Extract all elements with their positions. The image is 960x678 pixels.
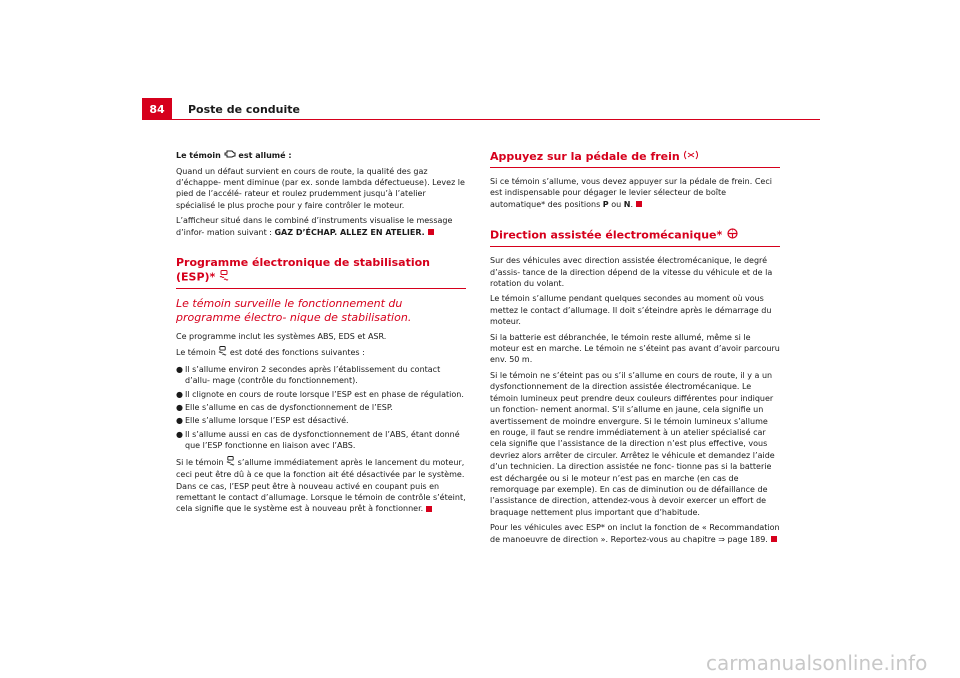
steering-title-text: Direction assistée électromécanique* <box>490 228 723 242</box>
esp-lead: Le témoin surveille le fonctionnement du programme électro- nique de stabilisation. <box>176 297 412 325</box>
engine-warning-icon <box>224 150 236 161</box>
display-message-code: GAZ D’ÉCHAP. ALLEZ EN ATELIER. <box>274 227 425 237</box>
brake-title-rule <box>490 167 780 168</box>
steering-paragraph-5 <box>490 522 780 545</box>
brake-paragraph <box>490 176 780 210</box>
brake-paragraph-text: Si ce témoin s’allume, vous devez appuyer sur la pédale de frein. Ceci est indispensable pour dégager le levier sélecteur de boîte automatique* des positions <box>490 177 772 209</box>
steering-paragraph-2: Le témoin s’allume pendant quelques secondes au moment où vous mettez le contact d’allumage. Il doit s’éteindre après le démarrage du moteur. <box>490 294 772 327</box>
esp-skid-icon <box>226 456 235 469</box>
end-mark-icon <box>426 506 432 512</box>
gear-position-p: P <box>602 199 609 209</box>
esp-restart-post: s’allume immédiatement après le lancement du moteur, ceci peut être dû à ce que la fonction ait été désactivée par le système. Dans ce cas, l’ESP peut être à nouveau activé en coupant puis en remettant le contact d’allumage. Lorsque le témoin de contrôle s’éteint, cela signifie que le système est à nouveau prêt à fonctionner. <box>176 457 466 514</box>
engine-fault-paragraph: Quand un défaut survient en cours de route, la qualité des gaz d’échappe- ment diminue (par ex. sonde lambda défectueuse). Levez le pied de l’accélé- rateur et roulez prudemment jusqu’à l’atelier spécialisé le plus proche pour y faire contrôler le moteur. <box>176 166 465 210</box>
steering-title-rule <box>490 246 780 247</box>
esp-functions-post: est doté des fonctions suivantes : <box>229 348 365 358</box>
steering-section-title <box>490 228 780 243</box>
esp-section-title <box>176 256 466 285</box>
steering-paragraph-3: Si la batterie est débranchée, le témoin reste allumé, même si le moteur est en marche. Le témoin ne s’éteint pas avant d’avoir parcouru env. 50 m. <box>490 332 780 365</box>
list-item-text: Elle s’allume lorsque l’ESP est désactivé. <box>185 416 349 426</box>
display-message-text: L’afficheur situé dans le combiné d’instruments visualise le message d’infor- mation suivant : <box>176 216 453 237</box>
bullet-icon: ● <box>176 364 183 374</box>
list-item-text: Il clignote en cours de route lorsque l’ESP est en phase de régulation. <box>185 389 464 399</box>
brake-pedal-icon <box>684 150 698 164</box>
end-mark-icon <box>428 229 434 235</box>
esp-skid-icon <box>219 270 229 285</box>
lamp-heading-post: est allumé : <box>238 151 292 161</box>
header-rule <box>142 119 820 120</box>
page-number: 84 <box>142 98 172 120</box>
esp-skid-icon <box>218 346 227 359</box>
left-column <box>176 150 466 519</box>
brake-title-text: Appuyez sur la pédale de frein <box>490 150 680 163</box>
esp-title-text: Programme électronique de stabilisation (ESP)* <box>176 256 430 284</box>
esp-systems-paragraph: Ce programme inclut les systèmes ABS, EDS et ASR. <box>176 332 387 342</box>
steering-wheel-icon <box>726 228 739 243</box>
list-item-text: Elle s’allume en cas de dysfonctionnement de l’ESP. <box>185 403 393 413</box>
bullet-icon: ● <box>176 389 183 399</box>
gear-position-n: N <box>623 199 631 209</box>
esp-restart-paragraph <box>176 456 466 515</box>
esp-restart-pre: Si le témoin <box>176 457 224 467</box>
brake-or: ou <box>611 199 622 209</box>
list-item-text: Il s’allume aussi en cas de dysfonctionnement de l’ABS, étant donné que l’ESP fonctionne en liaison avec l’ABS. <box>185 429 460 451</box>
watermark: carmanualsonline.info <box>706 651 928 675</box>
list-item <box>176 364 466 387</box>
list-item <box>176 429 466 452</box>
page-header <box>142 98 820 120</box>
lamp-heading <box>176 150 466 162</box>
display-message-paragraph <box>176 215 466 238</box>
esp-functions-pre: Le témoin <box>176 348 216 358</box>
list-item <box>176 415 466 426</box>
esp-function-list <box>176 364 466 452</box>
end-mark-icon <box>771 536 777 542</box>
steering-paragraph-4: Si le témoin ne s’éteint pas ou s’il s’allume en cours de route, il y a un dysfonctionnement de la direction assistée électromécanique. Le témoin lumineux peut prendre deux couleurs différentes pour indiquer un fonction- nement anormal. S’il s’allume en jaune, cela signifie un avertissement de moindre envergure. Si le témoin lumineux s’allume en rouge, il faut se rendre immédiatement à un atelier spécialisé car cela signifie que l’assistance de la direction n’est plus effective, vous devriez alors arrêter de circuler. Arrêtez le véhicule et demandez l’aide d’un technicien. La direction assistée ne fonc- tionne pas si la batterie est déchargée ou si le moteur n’est pas en marche (en cas de remorquage par exemple). En cas de diminution ou de défaillance de l’assistance de direction, attendez-vous à devoir exercer un effort de braquage nettement plus important que d’habitude. <box>490 370 775 517</box>
brake-dot: . <box>630 199 633 209</box>
list-item-text: Il s’allume environ 2 secondes après l’établissement du contact d’allu- mage (contrôle du fonctionnement). <box>185 364 441 386</box>
list-item <box>176 389 466 400</box>
steering-paragraph-1: Sur des véhicules avec direction assistée électromécanique, le degré d’assis- tance de la direction dépend de la vitesse du véhicule et de la rotation du volant. <box>490 256 773 289</box>
svg-text:!: ! <box>731 228 734 233</box>
esp-title-rule <box>176 288 466 289</box>
steering-paragraph-5-text: Pour les véhicules avec ESP* on inclut la fonction de « Recommandation de manoeuvre de direction ». Reportez-vous au chapitre ⇒ page 189. <box>490 523 780 544</box>
end-mark-icon <box>636 201 642 207</box>
bullet-icon: ● <box>176 429 183 439</box>
bullet-icon: ● <box>176 403 183 413</box>
brake-section-title <box>490 150 780 164</box>
lamp-heading-pre: Le témoin <box>176 151 221 161</box>
list-item <box>176 402 466 413</box>
header-title: Poste de conduite <box>188 103 300 116</box>
esp-functions-intro <box>176 346 466 359</box>
bullet-icon: ● <box>176 416 183 426</box>
right-column <box>490 150 780 549</box>
